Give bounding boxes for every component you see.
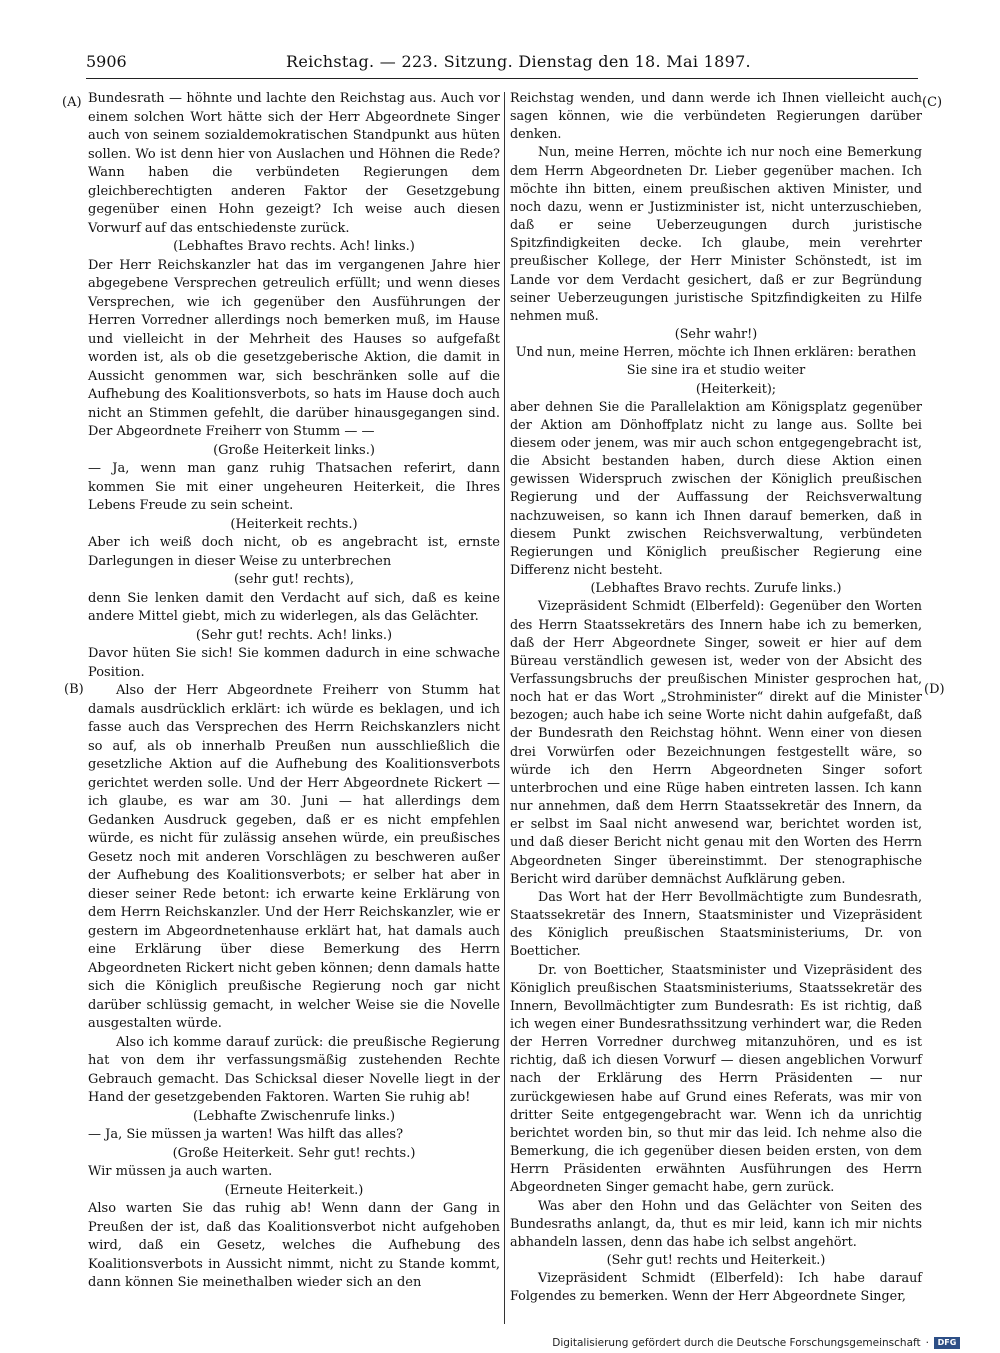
- paragraph: Davor hüten Sie sich! Sie kommen dadurch in eine schwache Position.: [88, 646, 500, 680]
- paragraph: — Ja, wenn man ganz ruhig Thatsachen referirt, dann kommen Sie mit einer ungeheuren Heiterkeit, die Ihres Lebens Freude zu sein scheint.: [88, 461, 500, 513]
- footer-separator: ·: [925, 1337, 929, 1349]
- interjection: (Große Heiterkeit links.): [213, 442, 375, 458]
- paragraph: Reichstag wenden, und dann werde ich Ihnen vielleicht auch sagen können, wie die verbündeten Regierungen darüber denken.: [510, 91, 922, 143]
- paragraph: Wir müssen ja auch warten.: [88, 1164, 273, 1179]
- margin-marker-c: (C): [922, 95, 943, 110]
- interjection: (Heiterkeit rechts.): [230, 516, 358, 532]
- margin-marker-b: (B): [64, 682, 84, 697]
- paragraph: Also der Herr Abgeordnete Freiherr von Stumm hat damals ausdrücklich erklärt: ich würde es beklagen, und ich fasse auch das Versprechen des Herrn Reichskanzlers nicht so auf, als ob innerhalb Preußen nun ausschließlich die gesetzliche Aktion auf die Aufhebung des Koalitionsverbots gerichtet werden solle. Und der Herr Abgeordnete Rickert — ich glaube, es war am 30. Juni — hat allerdings dem Gedanken Ausdruck gegeben, daß er es nicht empfehlen würde, es nicht für zulässig ansehen würde, ein preußisches Gesetz noch mit anderen Vorschlägen zu beschweren außer der Aufhebung des Koalitionsverbots; er selber hat aber in dieser seiner Rede betont: ich erwarte keine Erklärung von dem Herrn Reichskanzler. Und der Herr Reichskanzler, wie er gestern im Abgeordnetenhause erklärt hat, hat damals auch eine Erklärung über diese Bemerkung des Herrn Abgeordneten Rickert nicht geben können; denn damals hatte sich die Königlich preußische Regierung noch gar nicht darüber schlüssig gemacht, in welcher Weise sie die Novelle ausgestalten würde.: [88, 683, 500, 1031]
- paragraph: aber dehnen Sie die Parallelaktion am Königsplatz gegenüber der Aktion am Dönhoffplatz nicht zu lange aus. Sollte bei diesem oder jenem, was mir auch schon entgegengebracht ist, die Absicht bestanden haben, durch diese Aktion einen gewissen Widerspruch zwischen der Königlich preußischen Regierung und der Auffassung der Reichsverwaltung nachzuweisen, so kann ich Ihnen darauf bemerken, daß in diesem Punkt zwischen Reichsverwaltung, verbündeten Regierungen und Königlich preußischer Regierung eine Differenz nicht besteht.: [510, 399, 922, 579]
- interjection: (Lebhaftes Bravo rechts. Zurufe links.): [590, 581, 842, 597]
- paragraph: Also ich komme darauf zurück: die preußische Regierung hat von dem ihr verfassungsmäßig zustehenden Rechte Gebrauch gemacht. Das Schicksal dieser Novelle liegt in der Hand der gesetzgebenden Faktoren. Warten Sie ruhig ab!: [88, 1034, 500, 1105]
- paragraph: Dr. von Boetticher, Staatsminister und Vizepräsident des Königlich preußischen Staatsministeriums, Staatssekretär des Innern, Bevollmächtigter zum Bundesrath: Es ist richtig, daß ich wegen einer Bundesrathssitzung verhindert war, die Reden der Herren Vorredner durchweg mitanzuhören, und es ist richtig, daß ich diesen Vorwurf — diesen angeblichen Vorwurf nach der Erklärung des Herrn Präsidenten — nur zurückgewiesen habe auf Grund eines Referats, was mir von dritter Seite entgegengebracht war. Wenn ich da unrichtig berichtet worden bin, so thut mir das leid. Ich nehme also die Bemerkung, die ich gegenüber diesen beiden ersten, von dem Herrn Präsidenten erwähnten Ausführungen des Herrn Abgeordneten Singer gemacht habe, gern zurück.: [510, 962, 922, 1196]
- paragraph: — Ja, Sie müssen ja warten! Was hilft das alles?: [88, 1127, 404, 1142]
- header-rule: [86, 78, 918, 79]
- interjection: (Lebhaftes Bravo rechts. Ach! links.): [173, 239, 415, 254]
- footer-credit: Digitalisierung gefördert durch die Deutsche Forschungsgemeinschaft: [552, 1337, 921, 1349]
- margin-marker-d: (D): [924, 682, 945, 697]
- interjection: (Sehr gut! rechts und Heiterkeit.): [606, 1253, 826, 1268]
- left-column: [88, 90, 500, 1293]
- paragraph: Nun, meine Herren, möchte ich nur noch eine Bemerkung dem Herrn Abgeordneten Dr. Lieber gegenüber machen. Ich möchte ihn bitten, einem preußischen aktiven Minister, und noch dazu, wenn er Justizminister ist, nicht unterzuschieben, daß er seine Ueberzeugungen durch juristische Spitzfindigkeiten decke. Ich glaube, mein verehrter preußischer Kollege, der Herr Minister Schönstedt, ist im Lande vor dem Verdacht gesichert, daß er zur Begründung seiner Ueberzeugungen juristische Spitzfindigkeiten zu Hilfe nehmen muß.: [510, 145, 922, 324]
- paragraph: Vizepräsident Schmidt (Elberfeld): Ich habe darauf Folgendes zu bemerken. Wenn der Herr Abgeordnete Singer,: [510, 1271, 922, 1305]
- paragraph: Vizepräsident Schmidt (Elberfeld): Gegenüber den Worten des Herrn Staatssekretärs des Innern habe ich zu bemerken, daß der Herr Abgeordnete Singer, soweit er hier auf dem Büreau verständlich gewesen ist, weder von der Absicht des Verfassungsbruchs der preußischen Minister gesprochen hat, noch hat er das Wort „Strohminister“ direkt auf die Minister bezogen; auch habe ich seine Worte nicht dahin aufgefaßt, daß der Bundesrath den Reichstag höhnt. Wenn einer von diesen drei Vorwürfen oder Bezeichnungen festgestellt wäre, so würde ich den Herrn Abgeordneten Singer sofort unterbrochen und eine Rüge haben eintreten lassen. Ich kann nur annehmen, daß dem Herrn Staatssekretär des Innern, da er selbst im Saal nicht anwesend war, berichtet worden ist, und daß dieser Bericht nicht genau mit den Worten des Herrn Abgeordneten Singer übereinstimmt. Der stenographische Bericht wird darüber demnächst Aufklärung geben.: [510, 599, 922, 887]
- interjection: (Sehr wahr!): [674, 327, 758, 343]
- interjection: (Große Heiterkeit. Sehr gut! rechts.): [172, 1145, 416, 1161]
- paragraph: Der Herr Reichskanzler hat das im vergangenen Jahre hier abgegebene Versprechen getreulich erfüllt; und wenn dieses Versprechen, wie ich gegenüber den Ausführungen der Herren Vorredner allerdings noch bemerken muß, im Hause und vielleicht in der Mehrheit des Hauses so aufgefaßt worden ist, als ob die gesetzgeberische Aktion, die damit in Aussicht genommen war, sich beschränken solle auf die Aufhebung des Koalitionsverbots, so hats im Hause doch auch nicht an Stimmen gefehlt, die darüber hinausgegangen sind. Der Abgeordnete Freiherr von Stumm — —: [88, 257, 500, 439]
- paragraph: Aber ich weiß doch nicht, ob es angebracht ist, ernste Darlegungen in dieser Weise zu unterbrechen: [88, 535, 500, 569]
- paragraph: Bundesrath — höhnte und lachte den Reichstag aus. Auch vor einem solchen Wort hätte sich der Herr Abgeordnete Singer auch von seinem sozialdemokratischen Standpunkt aus hüten sollen. Wo ist denn hier von Auslachen und Höhnen die Rede? Wann haben die verbündeten Regierungen dem gleichberechtigten anderen Faktor der Gesetzgebung gegenüber einen Hohn gezeigt? Ich weise auch diesen Vorwurf auf das entschiedenste zurück.: [88, 91, 500, 236]
- page-number: 5906: [86, 52, 127, 71]
- interjection: (Lebhafte Zwischenrufe links.): [192, 1108, 396, 1124]
- dfg-logo: DFG: [934, 1337, 960, 1349]
- paragraph: Das Wort hat der Herr Bevollmächtigte zum Bundesrath, Staatssekretär des Innern, Staatsminister und Vizepräsident des Königlich preußischen Staatsministeriums, Dr. von Boetticher.: [510, 889, 922, 960]
- paragraph: Also warten Sie das ruhig ab! Wenn dann der Gang in Preußen der ist, daß das Koalitionsverbot nicht aufgehoben wird, daß ein Gesetz, welches die Aufhebung des Koalitionsverbots in Aussicht nimmt, nicht zu Stande kommt, dann können Sie meinethalben wieder sich an den: [88, 1201, 500, 1290]
- interjection: (Sehr gut! rechts. Ach! links.): [195, 627, 393, 643]
- page-header: [86, 50, 918, 74]
- page-footer: [552, 1336, 960, 1350]
- paragraph: Was aber den Hohn und das Gelächter von Seiten des Bundesraths anlangt, da, thut es mir leid, kann ich mir nichts abhandeln lassen, denn das habe ich selbst angehört.: [510, 1198, 922, 1250]
- interjection: Und nun, meine Herren, möchte ich Ihnen erklären: berathen Sie sine ira et studio weiter: [515, 345, 917, 379]
- paragraph: denn Sie lenken damit den Verdacht auf sich, daß es keine andere Mittel giebt, mich zu widerlegen, als das Gelächter.: [88, 590, 500, 624]
- margin-marker-a: (A): [62, 95, 82, 110]
- column-divider: [504, 92, 505, 1324]
- interjection: (Heiterkeit);: [695, 381, 777, 397]
- right-column: [510, 90, 922, 1306]
- interjection: (sehr gut! rechts),: [233, 572, 355, 587]
- interjection: (Erneute Heiterkeit.): [224, 1182, 364, 1198]
- running-title: Reichstag. — 223. Sitzung. Dienstag den 18. Mai 1897.: [286, 52, 751, 71]
